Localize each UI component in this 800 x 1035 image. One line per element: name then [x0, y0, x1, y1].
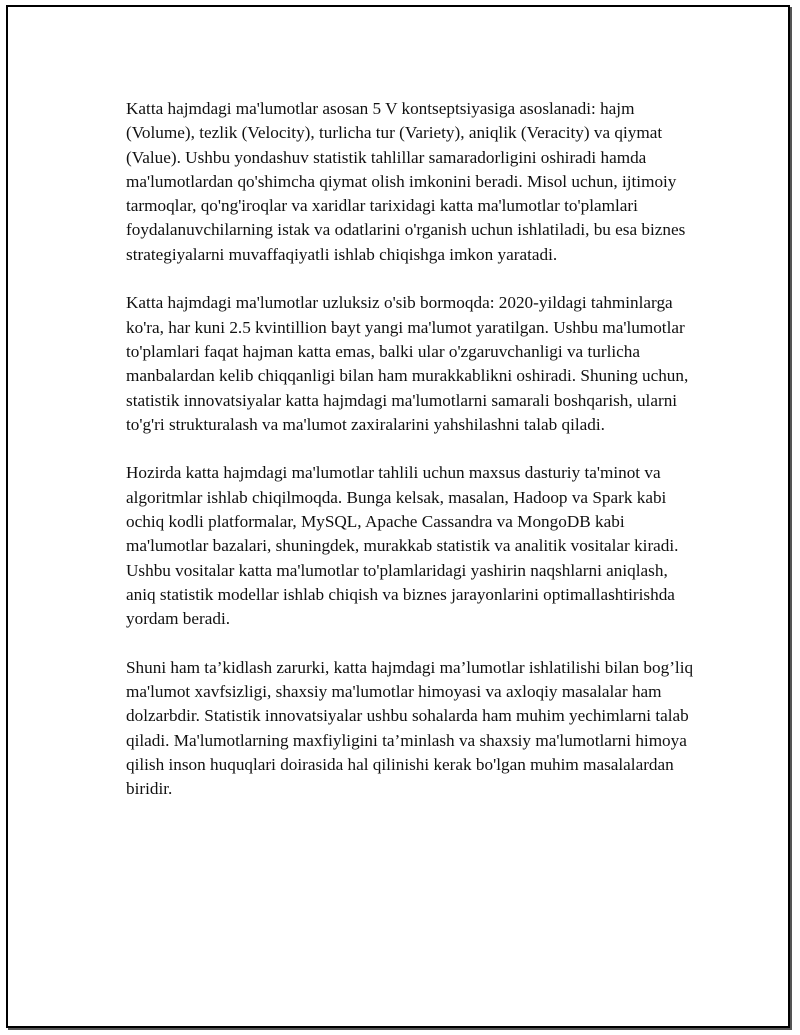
paragraph-4: Shuni ham ta’kidlash zarurki, katta hajmdagi ma’lumotlar ishlatilishi bilan bog’liq ma'lumot xavfsizligi, shaxsiy ma'lumotlar himoyasi va axloqiy masalalar ham dolzarbdir. Statistik innovatsiyalar ushbu sohalarda ham muhim yechimlarni talab qiladi. Ma'lumotlarning maxfiyligini ta’minlash va shaxsiy ma'lumotlarni himoya qilish inson huquqlari doirasida hal qilinishi kerak bo'lgan muhim masalalardan biridir. — [126, 657, 694, 799]
paragraph-3: Hozirda katta hajmdagi ma'lumotlar tahlili uchun maxsus dasturiy ta'minot va algoritmlar ishlab chiqilmoqda. Bunga kelsak, masalan, Hadoop va Spark kabi ochiq kodli platformalar, MySQL, Apache Cassandra va MongoDB kabi ma'lumotlar bazalari, shuningdek, murakkab statistik va analitik vositalar kiradi. Ushbu vositalar katta ma'lumotlar to'plamlaridagi yashirin naqshlarni aniqlash, aniq statistik modellar ishlab chiqish va biznes jarayonlarini optimallashtirishda yordam beradi. — [126, 463, 679, 629]
page-frame — [6, 5, 790, 1028]
paragraph-2: Katta hajmdagi ma'lumotlar uzluksiz o'sib bormoqda: 2020-yildagi tahminlarga ko'ra, har kuni 2.5 kvintillion bayt yangi ma'lumot yaratilgan. Ushbu ma'lumotlar to'plamlari faqat hajman katta emas, balki ular o'zgaruvchanligi va turlicha manbalardan kelib chiqqanligi bilan ham murakkablikni oshiradi. Shuning uchun, statistik innovatsiyalar katta hajmdagi ma'lumotlarni samarali boshqarish, ularni to'g'ri strukturalash va ma'lumot zaxiralarini yahshilashni talab qiladi. — [126, 293, 689, 434]
paragraph-1: Katta hajmdagi ma'lumotlar asosan 5 V kontseptsiyasiga asoslanadi: hajm (Volume), tezlik (Velocity), turlicha tur (Variety), aniqlik (Veracity) va qiymat (Value). Ushbu yondashuv statistik tahlillar samaradorligini oshiradi hamda ma'lumotlardan qo'shimcha qiymat olish imkonini beradi. Misol uchun, ijtimoiy tarmoqlar, qo'ng'iroqlar va xaridlar tarixidagi katta ma'lumotlar to'plamlari foydalanuvchilarning istak va odatlarini o'rganish uchun ishlatiladi, bu esa biznes strategiyalarni muvaffaqiyatli ishlab chiqishga imkon yaratadi. — [126, 99, 686, 264]
document-body — [126, 97, 696, 826]
